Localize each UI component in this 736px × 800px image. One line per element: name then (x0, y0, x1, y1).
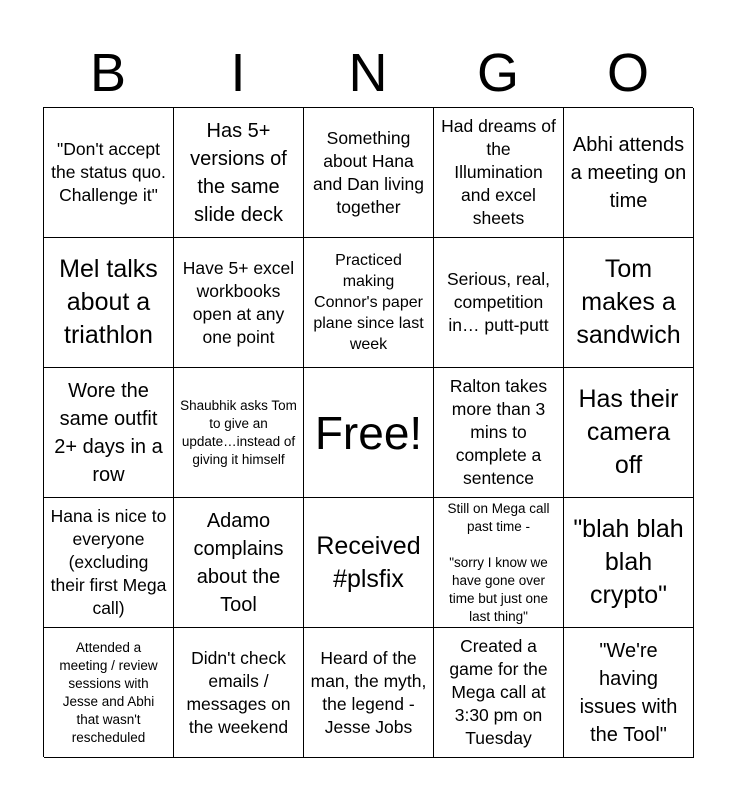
bingo-cell[interactable]: Didn't check emails / messages on the weekend (174, 628, 304, 758)
bingo-cell[interactable]: Something about Hana and Dan living together (304, 108, 434, 238)
free-space-cell[interactable]: Free! (304, 368, 434, 498)
bingo-cell[interactable]: Heard of the man, the myth, the legend - Jesse Jobs (304, 628, 434, 758)
bingo-cell[interactable]: Still on Mega call past time - "sorry I know we have gone over time but just one last thing" (434, 498, 564, 628)
bingo-cell[interactable]: Attended a meeting / review sessions with Jesse and Abhi that wasn't rescheduled (44, 628, 174, 758)
bingo-cell[interactable]: Have 5+ excel workbooks open at any one point (174, 238, 304, 368)
bingo-cell[interactable]: Mel talks about a triathlon (44, 238, 174, 368)
bingo-cell[interactable]: Had dreams of the Illumination and excel sheets (434, 108, 564, 238)
header-letter-b: B (89, 43, 127, 103)
bingo-cell[interactable]: Ralton takes more than 3 mins to complete a sentence (434, 368, 564, 498)
header-letter-i: I (230, 43, 246, 103)
bingo-cell[interactable]: Wore the same outfit 2+ days in a row (44, 368, 174, 498)
bingo-cell[interactable]: Serious, real, competition in… putt-putt (434, 238, 564, 368)
bingo-cell[interactable]: Has their camera off (564, 368, 694, 498)
bingo-cell[interactable]: "Don't accept the status quo. Challenge it" (44, 108, 174, 238)
header-letter-o: O (606, 43, 649, 103)
bingo-cell[interactable]: Shaubhik asks Tom to give an update…instead of giving it himself (174, 368, 304, 498)
bingo-cell[interactable]: Tom makes a sandwich (564, 238, 694, 368)
bingo-board (43, 107, 693, 757)
bingo-cell[interactable]: Hana is nice to everyone (excluding their first Mega call) (44, 498, 174, 628)
header-letter-g: G (476, 43, 519, 103)
bingo-header (43, 40, 693, 106)
bingo-cell[interactable]: "We're having issues with the Tool" (564, 628, 694, 758)
bingo-cell[interactable]: Adamo complains about the Tool (174, 498, 304, 628)
bingo-cell[interactable]: Received #plsfix (304, 498, 434, 628)
bingo-cell[interactable]: Has 5+ versions of the same slide deck (174, 108, 304, 238)
bingo-cell[interactable]: Practiced making Connor's paper plane since last week (304, 238, 434, 368)
bingo-cell[interactable]: "blah blah blah crypto" (564, 498, 694, 628)
header-letter-n: N (348, 43, 388, 103)
bingo-cell[interactable]: Abhi attends a meeting on time (564, 108, 694, 238)
bingo-cell[interactable]: Created a game for the Mega call at 3:30 pm on Tuesday (434, 628, 564, 758)
